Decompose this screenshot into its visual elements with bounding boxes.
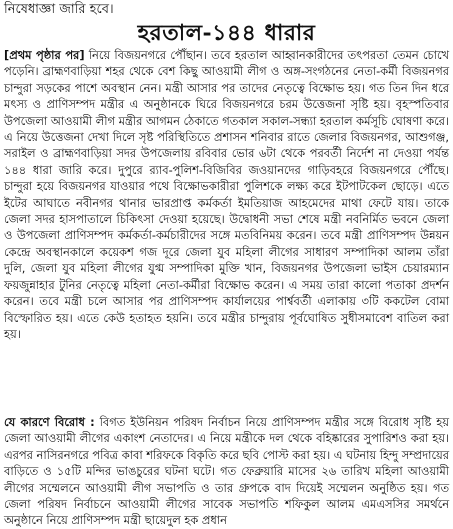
article-headline: হরতাল-১৪৪ ধারার [137,20,316,46]
paragraph-2-text: বিগত ইউনিয়ন পরিষদ নির্বাচন নিয়ে প্রাণিসম্পদ মন্ত্রীর সঙ্গে বিরোধ সৃষ্টি হয় জেলা আওয়ামী লীগের একাংশ নেতাদের। এ নিয়ে মন্ত্রীকে দল থেকে বহিষ্কারের সুপারিশও করা হয়। এরপর নাসিরনগরে পবিত্র কাবা শরিফকে বিকৃতি করে ছবি পোস্ট করা হয়। এ ঘটনায় হিন্দু সম্প্রদায়ের বাড়িতে ও ১৫টি মন্দির ভাঙচুরের ঘটনা ঘটে। গত ফেব্রুয়ারি মাসের ২৬ তারিখ মহিলা আওয়ামী লীগের সম্মেলনে আওয়ামী লীগ সভাপতি ও তার গ্রুপকে বাদ দিয়েই সম্মেলন অনুষ্ঠিত হয়। গত জেলা পরিষদ নির্বাচনে আওয়ামী লীগের সাবেক সভাপতি শফিকুল আলম এমএসসির সমর্থনে অনুষ্ঠানে নিয়ে প্রাণিসম্পদ মন্ত্রী ছায়েদুল হক প্রধান [4,415,450,528]
body-paragraph-2 [4,414,449,529]
continuation-lead: [প্রথম পৃষ্ঠার পর] [4,48,85,62]
paragraph-1-text: নিয়ে বিজয়নগরে পৌঁছান। তবে হরতাল আহ্বানকারীদের তৎপরতা তেমন চোখে পড়েনি। ব্রাহ্মণবাড়িয়া শহর থেকে বেশ কিছু আওয়ামী লীগ ও অঙ্গ-সংগঠনের নেতা-কর্মী বিজয়নগর চান্দুরা সড়কের পাশে অবস্থান নেন। মন্ত্রী আসার পর তাদের নেতৃত্বে বিক্ষোভ হয়। গত তিন দিন ধরে মৎস্য ও প্রাণিসম্পদ মন্ত্রীর এ অনুষ্ঠানকে ঘিরে বিজয়নগরে চরম উত্তেজনা সৃষ্টি হয়। বৃহস্পতিবার উপজেলা আওয়ামী লীগ মন্ত্রীর আগমন ঠেকাতে গতকাল সকাল-সন্ধ্যা হরতাল কর্মসূচি ঘোষণা করে। এ নিয়ে উত্তেজনা দেখা দিলে সৃষ্ট পরিস্থিতিতে প্রশাসন শনিবার রাতে জেলার বিজয়নগর, আশুগঞ্জ, সরাইল ও ব্রাহ্মণবাড়িয়া সদর উপজেলায় রবিবার ভোর ৬টা থেকে পরবর্তী নির্দেশ না দেওয়া পর্যন্ত ১৪৪ ধারা জারি করে। দুপুরে র‌্যাব-পুলিশ-বিজিবির জওয়ানদের গাড়িবহরে বিজয়নগরে পৌঁছে। চান্দুরা হয়ে বিজয়নগর যাওয়ার পথে বিক্ষোভকারীরা পুলিশকে লক্ষ্য করে ইটপাটকেল ছোড়ে। এতে ইটের আঘাতে নবীনগর থানার ভারপ্রাপ্ত কর্মকর্তা ইমতিয়াজ আহমেদের মাথা ফেটে যায়। তাকে জেলা সদর হাসপাতালে চিকিৎসা দেওয়া হয়েছে। উদ্বোধনী সভা শেষে মন্ত্রী নবনির্মিত ভবনে জেলা ও উপজেলা প্রাণিসম্পদ কর্মকর্তা-কর্মচারীদের সঙ্গে মতবিনিময় করেন। তবে মন্ত্রী প্রাণিসম্পদ উন্নয়ন কেন্দ্রে অবস্থানকালে কয়েকশ গজ দূরে জেলা যুব মহিলা লীগের সাধারণ সম্পাদিকা আলম তাঁরা দুলি, জেলা যুব মহিলা লীগের যুগ্ম সম্পাদিকা মুক্তি খান, বিজয়নগর উপজেলা ভাইস চেয়ারম্যান ফয়জুন্নাহার টুনির নেতৃত্বে মহিলা নেতা-কর্মীরা বিক্ষোভ করেন। এ সময় তারা কালো পতাকা প্রদর্শন করেন। তবে মন্ত্রী চলে আসার পর প্রাণিসম্পদ কার্যালয়ের পার্শ্ববর্তী এলাকায় ৩টি ককটেল বোমা বিস্ফোরিত হয়। এতে কেউ হতাহত হয়নি। তবে মন্ত্রীর চান্দুরায় পূর্বঘোষিত সুধীসমাবেশ বাতিল করা হয়। [4,48,449,341]
body-paragraph-1 [4,47,449,342]
previous-article-tail: নিষেধাজ্ঞা জারি হবে। [4,2,114,17]
section-lead: যে কারণে বিরোধ : [4,415,95,429]
